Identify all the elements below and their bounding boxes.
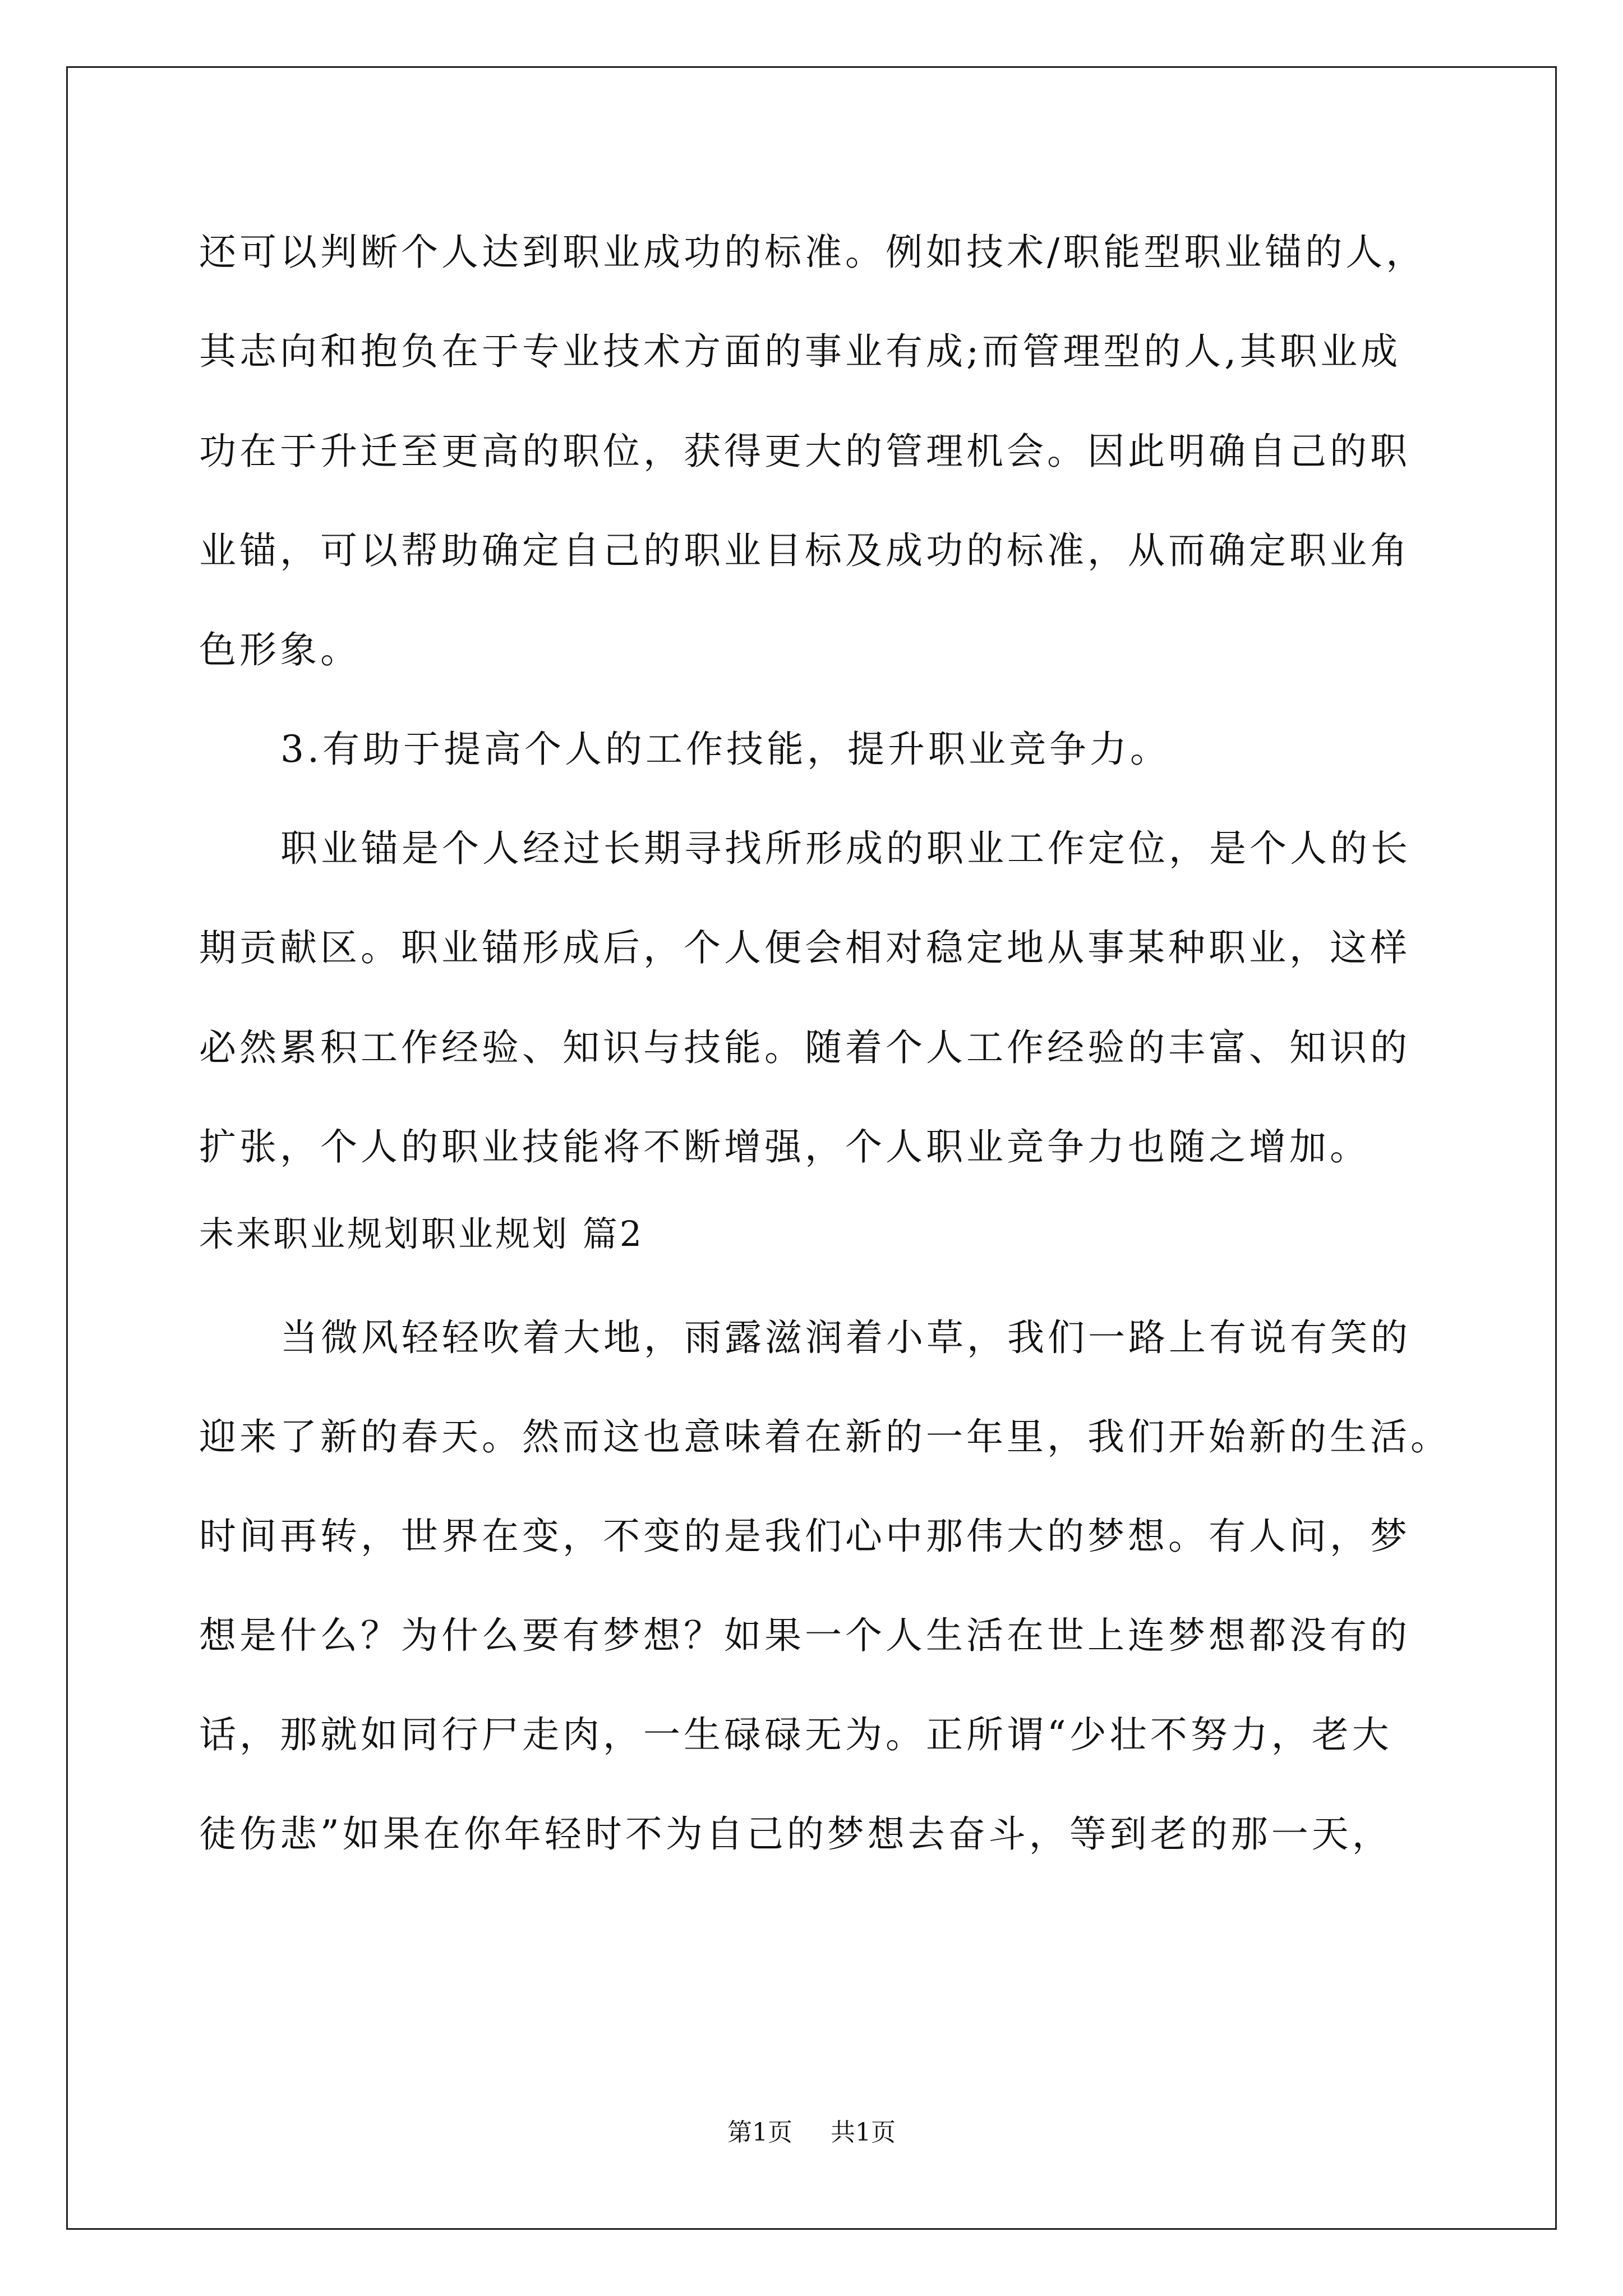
text-line: 职业锚是个人经过长期寻找所形成的职业工作定位，是个人的长 (280, 827, 1411, 870)
text-line: 时间再转，世界在变，不变的是我们心中那伟大的梦想。有人问，梦 (199, 1515, 1410, 1558)
text-line: 迎来了新的春天。然而这也意味着在新的一年里，我们开始新的生活。 (199, 1415, 1451, 1458)
page-total: 共1页 (831, 2118, 896, 2147)
text-line: 还可以判断个人达到职业成功的标准。例如技术/职能型职业锚的人， (199, 231, 1427, 274)
section-heading: 未来职业规划职业规划 篇2 (199, 1213, 644, 1254)
text-line: 想是什么？为什么要有梦想？如果一个人生活在世上连梦想都没有的 (199, 1614, 1410, 1657)
page-number: 第1页 (727, 2118, 792, 2147)
list-item: 3.有助于提高个人的工作技能，提升职业竞争力。 (280, 728, 1170, 771)
text-line: 话，那就如同行尸走肉，一生碌碌无为。正所谓“少壮不努力，老大 (199, 1713, 1393, 1756)
text-line: 色形象。 (199, 628, 361, 671)
text-line: 扩张，个人的职业技能将不断增强，个人职业竞争力也随之增加。 (199, 1125, 1370, 1168)
text-line: 期贡献区。职业锚形成后，个人便会相对稳定地从事某种职业，这样 (199, 926, 1410, 969)
text-line: 徒伤悲”如果在你年轻时不为自己的梦想去奋斗，等到老的那一天， (199, 1812, 1393, 1856)
text-line: 其志向和抱负在于专业技术方面的事业有成;而管理型的人,其职业成 (199, 330, 1401, 373)
text-line: 业锚，可以帮助确定自己的职业目标及成功的标准，从而确定职业角 (199, 529, 1410, 572)
page-footer (0, 2116, 1623, 2150)
text-line: 当微风轻轻吹着大地，雨露滋润着小草，我们一路上有说有笑的 (280, 1316, 1411, 1359)
text-line: 必然累积工作经验、知识与技能。随着个人工作经验的丰富、知识的 (199, 1026, 1410, 1069)
text-line: 功在于升迁至更高的职位，获得更大的管理机会。因此明确自己的职 (199, 430, 1410, 473)
